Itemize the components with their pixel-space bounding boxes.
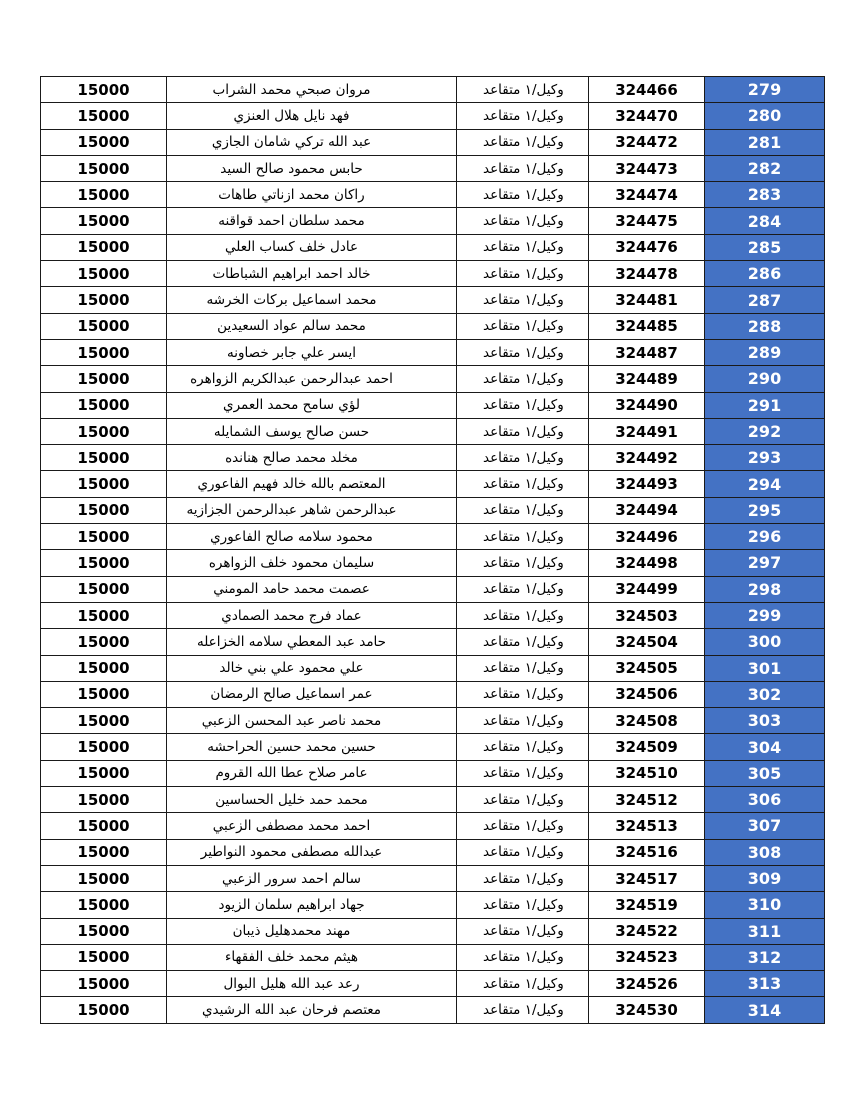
rank-cell: وكيل/١ متقاعد xyxy=(457,103,589,129)
sequence-number-cell: 291 xyxy=(705,392,825,418)
amount-cell: 15000 xyxy=(41,155,167,181)
table-row xyxy=(41,129,825,155)
id-number-cell: 324489 xyxy=(589,366,705,392)
id-number-cell: 324492 xyxy=(589,445,705,471)
rank-cell: وكيل/١ متقاعد xyxy=(457,366,589,392)
sequence-number-cell: 282 xyxy=(705,155,825,181)
name-cell: احمد محمد مصطفى الزعبي xyxy=(167,813,457,839)
name-cell: عامر صلاح عطا الله القروم xyxy=(167,760,457,786)
table-row xyxy=(41,234,825,260)
name-cell: محمد حمد خليل الحساسين xyxy=(167,787,457,813)
amount-cell: 15000 xyxy=(41,471,167,497)
id-number-cell: 324522 xyxy=(589,918,705,944)
rank-cell: وكيل/١ متقاعد xyxy=(457,234,589,260)
id-number-cell: 324490 xyxy=(589,392,705,418)
rank-cell: وكيل/١ متقاعد xyxy=(457,892,589,918)
rank-cell: وكيل/١ متقاعد xyxy=(457,392,589,418)
amount-cell: 15000 xyxy=(41,339,167,365)
id-number-cell: 324472 xyxy=(589,129,705,155)
rank-cell: وكيل/١ متقاعد xyxy=(457,708,589,734)
sequence-number-cell: 298 xyxy=(705,576,825,602)
sequence-number-cell: 302 xyxy=(705,681,825,707)
id-number-cell: 324499 xyxy=(589,576,705,602)
amount-cell: 15000 xyxy=(41,734,167,760)
table-row xyxy=(41,339,825,365)
name-cell: معتصم فرحان عبد الله الرشيدي xyxy=(167,997,457,1023)
id-number-cell: 324513 xyxy=(589,813,705,839)
name-cell: عبد الله تركي شامان الجازي xyxy=(167,129,457,155)
table-row xyxy=(41,497,825,523)
name-cell: المعتصم بالله خالد فهيم الفاعوري xyxy=(167,471,457,497)
name-cell: هيثم محمد خلف الفقهاء xyxy=(167,944,457,970)
amount-cell: 15000 xyxy=(41,971,167,997)
sequence-number-cell: 306 xyxy=(705,787,825,813)
rank-cell: وكيل/١ متقاعد xyxy=(457,418,589,444)
amount-cell: 15000 xyxy=(41,182,167,208)
id-number-cell: 324504 xyxy=(589,629,705,655)
amount-cell: 15000 xyxy=(41,760,167,786)
rank-cell: وكيل/١ متقاعد xyxy=(457,313,589,339)
sequence-number-cell: 288 xyxy=(705,313,825,339)
table-row xyxy=(41,155,825,181)
rank-cell: وكيل/١ متقاعد xyxy=(457,182,589,208)
name-cell: مروان صبحي محمد الشراب xyxy=(167,77,457,103)
rank-cell: وكيل/١ متقاعد xyxy=(457,576,589,602)
sequence-number-cell: 289 xyxy=(705,339,825,365)
sequence-number-cell: 314 xyxy=(705,997,825,1023)
table-row xyxy=(41,208,825,234)
id-number-cell: 324503 xyxy=(589,602,705,628)
name-cell: سليمان محمود خلف الزواهره xyxy=(167,550,457,576)
rank-cell: وكيل/١ متقاعد xyxy=(457,602,589,628)
name-cell: عبدالله مصطفى محمود النواطير xyxy=(167,839,457,865)
amount-cell: 15000 xyxy=(41,313,167,339)
id-number-cell: 324474 xyxy=(589,182,705,208)
rank-cell: وكيل/١ متقاعد xyxy=(457,971,589,997)
rank-cell: وكيل/١ متقاعد xyxy=(457,629,589,655)
rank-cell: وكيل/١ متقاعد xyxy=(457,918,589,944)
rank-cell: وكيل/١ متقاعد xyxy=(457,339,589,365)
amount-cell: 15000 xyxy=(41,865,167,891)
name-cell: مخلد محمد صالح هنانده xyxy=(167,445,457,471)
name-cell: عادل خلف كساب العلي xyxy=(167,234,457,260)
amount-cell: 15000 xyxy=(41,576,167,602)
name-cell: عمر اسماعيل صالح الرمضان xyxy=(167,681,457,707)
sequence-number-cell: 293 xyxy=(705,445,825,471)
table-row xyxy=(41,366,825,392)
id-number-cell: 324523 xyxy=(589,944,705,970)
table-row xyxy=(41,734,825,760)
amount-cell: 15000 xyxy=(41,234,167,260)
sequence-number-cell: 281 xyxy=(705,129,825,155)
rank-cell: وكيل/١ متقاعد xyxy=(457,997,589,1023)
name-cell: عبدالرحمن شاهر عبدالرحمن الجزازيه xyxy=(167,497,457,523)
amount-cell: 15000 xyxy=(41,918,167,944)
name-cell: علي محمود علي بني خالد xyxy=(167,655,457,681)
rank-cell: وكيل/١ متقاعد xyxy=(457,287,589,313)
id-number-cell: 324494 xyxy=(589,497,705,523)
table-row xyxy=(41,445,825,471)
id-number-cell: 324487 xyxy=(589,339,705,365)
name-cell: محمد سلطان احمد قواقنه xyxy=(167,208,457,234)
id-number-cell: 324506 xyxy=(589,681,705,707)
id-number-cell: 324509 xyxy=(589,734,705,760)
sequence-number-cell: 284 xyxy=(705,208,825,234)
amount-cell: 15000 xyxy=(41,392,167,418)
amount-cell: 15000 xyxy=(41,418,167,444)
id-number-cell: 324496 xyxy=(589,524,705,550)
roster-sheet xyxy=(40,76,824,1024)
amount-cell: 15000 xyxy=(41,445,167,471)
id-number-cell: 324516 xyxy=(589,839,705,865)
sequence-number-cell: 296 xyxy=(705,524,825,550)
rank-cell: وكيل/١ متقاعد xyxy=(457,550,589,576)
id-number-cell: 324505 xyxy=(589,655,705,681)
sequence-number-cell: 304 xyxy=(705,734,825,760)
id-number-cell: 324475 xyxy=(589,208,705,234)
table-row xyxy=(41,471,825,497)
amount-cell: 15000 xyxy=(41,892,167,918)
sequence-number-cell: 305 xyxy=(705,760,825,786)
sequence-number-cell: 292 xyxy=(705,418,825,444)
table-row xyxy=(41,629,825,655)
id-number-cell: 324491 xyxy=(589,418,705,444)
sequence-number-cell: 311 xyxy=(705,918,825,944)
sequence-number-cell: 287 xyxy=(705,287,825,313)
amount-cell: 15000 xyxy=(41,550,167,576)
rank-cell: وكيل/١ متقاعد xyxy=(457,497,589,523)
name-cell: محمد سالم عواد السعيدين xyxy=(167,313,457,339)
id-number-cell: 324473 xyxy=(589,155,705,181)
table-row xyxy=(41,576,825,602)
id-number-cell: 324478 xyxy=(589,261,705,287)
amount-cell: 15000 xyxy=(41,602,167,628)
amount-cell: 15000 xyxy=(41,366,167,392)
name-cell: عماد فرج محمد الصمادي xyxy=(167,602,457,628)
amount-cell: 15000 xyxy=(41,813,167,839)
table-row xyxy=(41,708,825,734)
name-cell: محمد اسماعيل بركات الخرشه xyxy=(167,287,457,313)
amount-cell: 15000 xyxy=(41,839,167,865)
sequence-number-cell: 279 xyxy=(705,77,825,103)
name-cell: جهاد ابراهيم سلمان الزيود xyxy=(167,892,457,918)
amount-cell: 15000 xyxy=(41,997,167,1023)
sequence-number-cell: 297 xyxy=(705,550,825,576)
amount-cell: 15000 xyxy=(41,655,167,681)
amount-cell: 15000 xyxy=(41,629,167,655)
name-cell: لؤي سامح محمد العمري xyxy=(167,392,457,418)
table-row xyxy=(41,313,825,339)
table-row xyxy=(41,287,825,313)
rank-cell: وكيل/١ متقاعد xyxy=(457,524,589,550)
id-number-cell: 324519 xyxy=(589,892,705,918)
name-cell: مهند محمدهليل ذيبان xyxy=(167,918,457,944)
sequence-number-cell: 308 xyxy=(705,839,825,865)
table-row xyxy=(41,261,825,287)
table-row xyxy=(41,103,825,129)
sequence-number-cell: 310 xyxy=(705,892,825,918)
table-row xyxy=(41,602,825,628)
amount-cell: 15000 xyxy=(41,524,167,550)
table-row xyxy=(41,944,825,970)
sequence-number-cell: 294 xyxy=(705,471,825,497)
id-number-cell: 324530 xyxy=(589,997,705,1023)
id-number-cell: 324476 xyxy=(589,234,705,260)
id-number-cell: 324481 xyxy=(589,287,705,313)
amount-cell: 15000 xyxy=(41,944,167,970)
sequence-number-cell: 303 xyxy=(705,708,825,734)
name-cell: حامد عبد المعطي سلامه الخزاعله xyxy=(167,629,457,655)
name-cell: حسين محمد حسين الحراحشه xyxy=(167,734,457,760)
rank-cell: وكيل/١ متقاعد xyxy=(457,734,589,760)
id-number-cell: 324485 xyxy=(589,313,705,339)
table-row xyxy=(41,550,825,576)
name-cell: محمد ناصر عبد المحسن الزعبي xyxy=(167,708,457,734)
rank-cell: وكيل/١ متقاعد xyxy=(457,77,589,103)
rank-cell: وكيل/١ متقاعد xyxy=(457,155,589,181)
rank-cell: وكيل/١ متقاعد xyxy=(457,655,589,681)
table-row xyxy=(41,918,825,944)
name-cell: خالد احمد ابراهيم الشباطات xyxy=(167,261,457,287)
amount-cell: 15000 xyxy=(41,681,167,707)
table-row xyxy=(41,182,825,208)
roster-table xyxy=(40,76,825,1024)
rank-cell: وكيل/١ متقاعد xyxy=(457,208,589,234)
rank-cell: وكيل/١ متقاعد xyxy=(457,445,589,471)
sequence-number-cell: 307 xyxy=(705,813,825,839)
id-number-cell: 324512 xyxy=(589,787,705,813)
table-row xyxy=(41,813,825,839)
rank-cell: وكيل/١ متقاعد xyxy=(457,813,589,839)
id-number-cell: 324526 xyxy=(589,971,705,997)
rank-cell: وكيل/١ متقاعد xyxy=(457,865,589,891)
id-number-cell: 324510 xyxy=(589,760,705,786)
id-number-cell: 324466 xyxy=(589,77,705,103)
roster-table-body xyxy=(41,77,825,1024)
table-row xyxy=(41,77,825,103)
rank-cell: وكيل/١ متقاعد xyxy=(457,129,589,155)
rank-cell: وكيل/١ متقاعد xyxy=(457,760,589,786)
table-row xyxy=(41,787,825,813)
id-number-cell: 324470 xyxy=(589,103,705,129)
table-row xyxy=(41,839,825,865)
sequence-number-cell: 313 xyxy=(705,971,825,997)
table-row xyxy=(41,865,825,891)
sequence-number-cell: 295 xyxy=(705,497,825,523)
sequence-number-cell: 285 xyxy=(705,234,825,260)
amount-cell: 15000 xyxy=(41,287,167,313)
name-cell: حابس محمود صالح السيد xyxy=(167,155,457,181)
amount-cell: 15000 xyxy=(41,708,167,734)
name-cell: احمد عبدالرحمن عبدالكريم الزواهره xyxy=(167,366,457,392)
sequence-number-cell: 312 xyxy=(705,944,825,970)
name-cell: عصمت محمد حامد المومني xyxy=(167,576,457,602)
rank-cell: وكيل/١ متقاعد xyxy=(457,787,589,813)
sequence-number-cell: 309 xyxy=(705,865,825,891)
amount-cell: 15000 xyxy=(41,129,167,155)
sequence-number-cell: 283 xyxy=(705,182,825,208)
table-row xyxy=(41,892,825,918)
sequence-number-cell: 280 xyxy=(705,103,825,129)
rank-cell: وكيل/١ متقاعد xyxy=(457,839,589,865)
amount-cell: 15000 xyxy=(41,103,167,129)
amount-cell: 15000 xyxy=(41,787,167,813)
amount-cell: 15000 xyxy=(41,261,167,287)
name-cell: رعد عبد الله هليل البوال xyxy=(167,971,457,997)
table-row xyxy=(41,524,825,550)
name-cell: فهد نايل هلال العنزي xyxy=(167,103,457,129)
name-cell: ايسر علي جابر خصاونه xyxy=(167,339,457,365)
name-cell: حسن صالح يوسف الشمايله xyxy=(167,418,457,444)
amount-cell: 15000 xyxy=(41,497,167,523)
table-row xyxy=(41,655,825,681)
rank-cell: وكيل/١ متقاعد xyxy=(457,471,589,497)
name-cell: محمود سلامه صالح الفاعوري xyxy=(167,524,457,550)
id-number-cell: 324508 xyxy=(589,708,705,734)
table-row xyxy=(41,760,825,786)
id-number-cell: 324517 xyxy=(589,865,705,891)
sequence-number-cell: 301 xyxy=(705,655,825,681)
table-row xyxy=(41,997,825,1023)
name-cell: راكان محمد ازناتي طاهات xyxy=(167,182,457,208)
table-row xyxy=(41,418,825,444)
sequence-number-cell: 290 xyxy=(705,366,825,392)
table-row xyxy=(41,681,825,707)
id-number-cell: 324498 xyxy=(589,550,705,576)
amount-cell: 15000 xyxy=(41,77,167,103)
name-cell: سالم احمد سرور الزعبي xyxy=(167,865,457,891)
table-row xyxy=(41,971,825,997)
id-number-cell: 324493 xyxy=(589,471,705,497)
rank-cell: وكيل/١ متقاعد xyxy=(457,681,589,707)
rank-cell: وكيل/١ متقاعد xyxy=(457,944,589,970)
sequence-number-cell: 299 xyxy=(705,602,825,628)
sequence-number-cell: 300 xyxy=(705,629,825,655)
rank-cell: وكيل/١ متقاعد xyxy=(457,261,589,287)
table-row xyxy=(41,392,825,418)
sequence-number-cell: 286 xyxy=(705,261,825,287)
amount-cell: 15000 xyxy=(41,208,167,234)
